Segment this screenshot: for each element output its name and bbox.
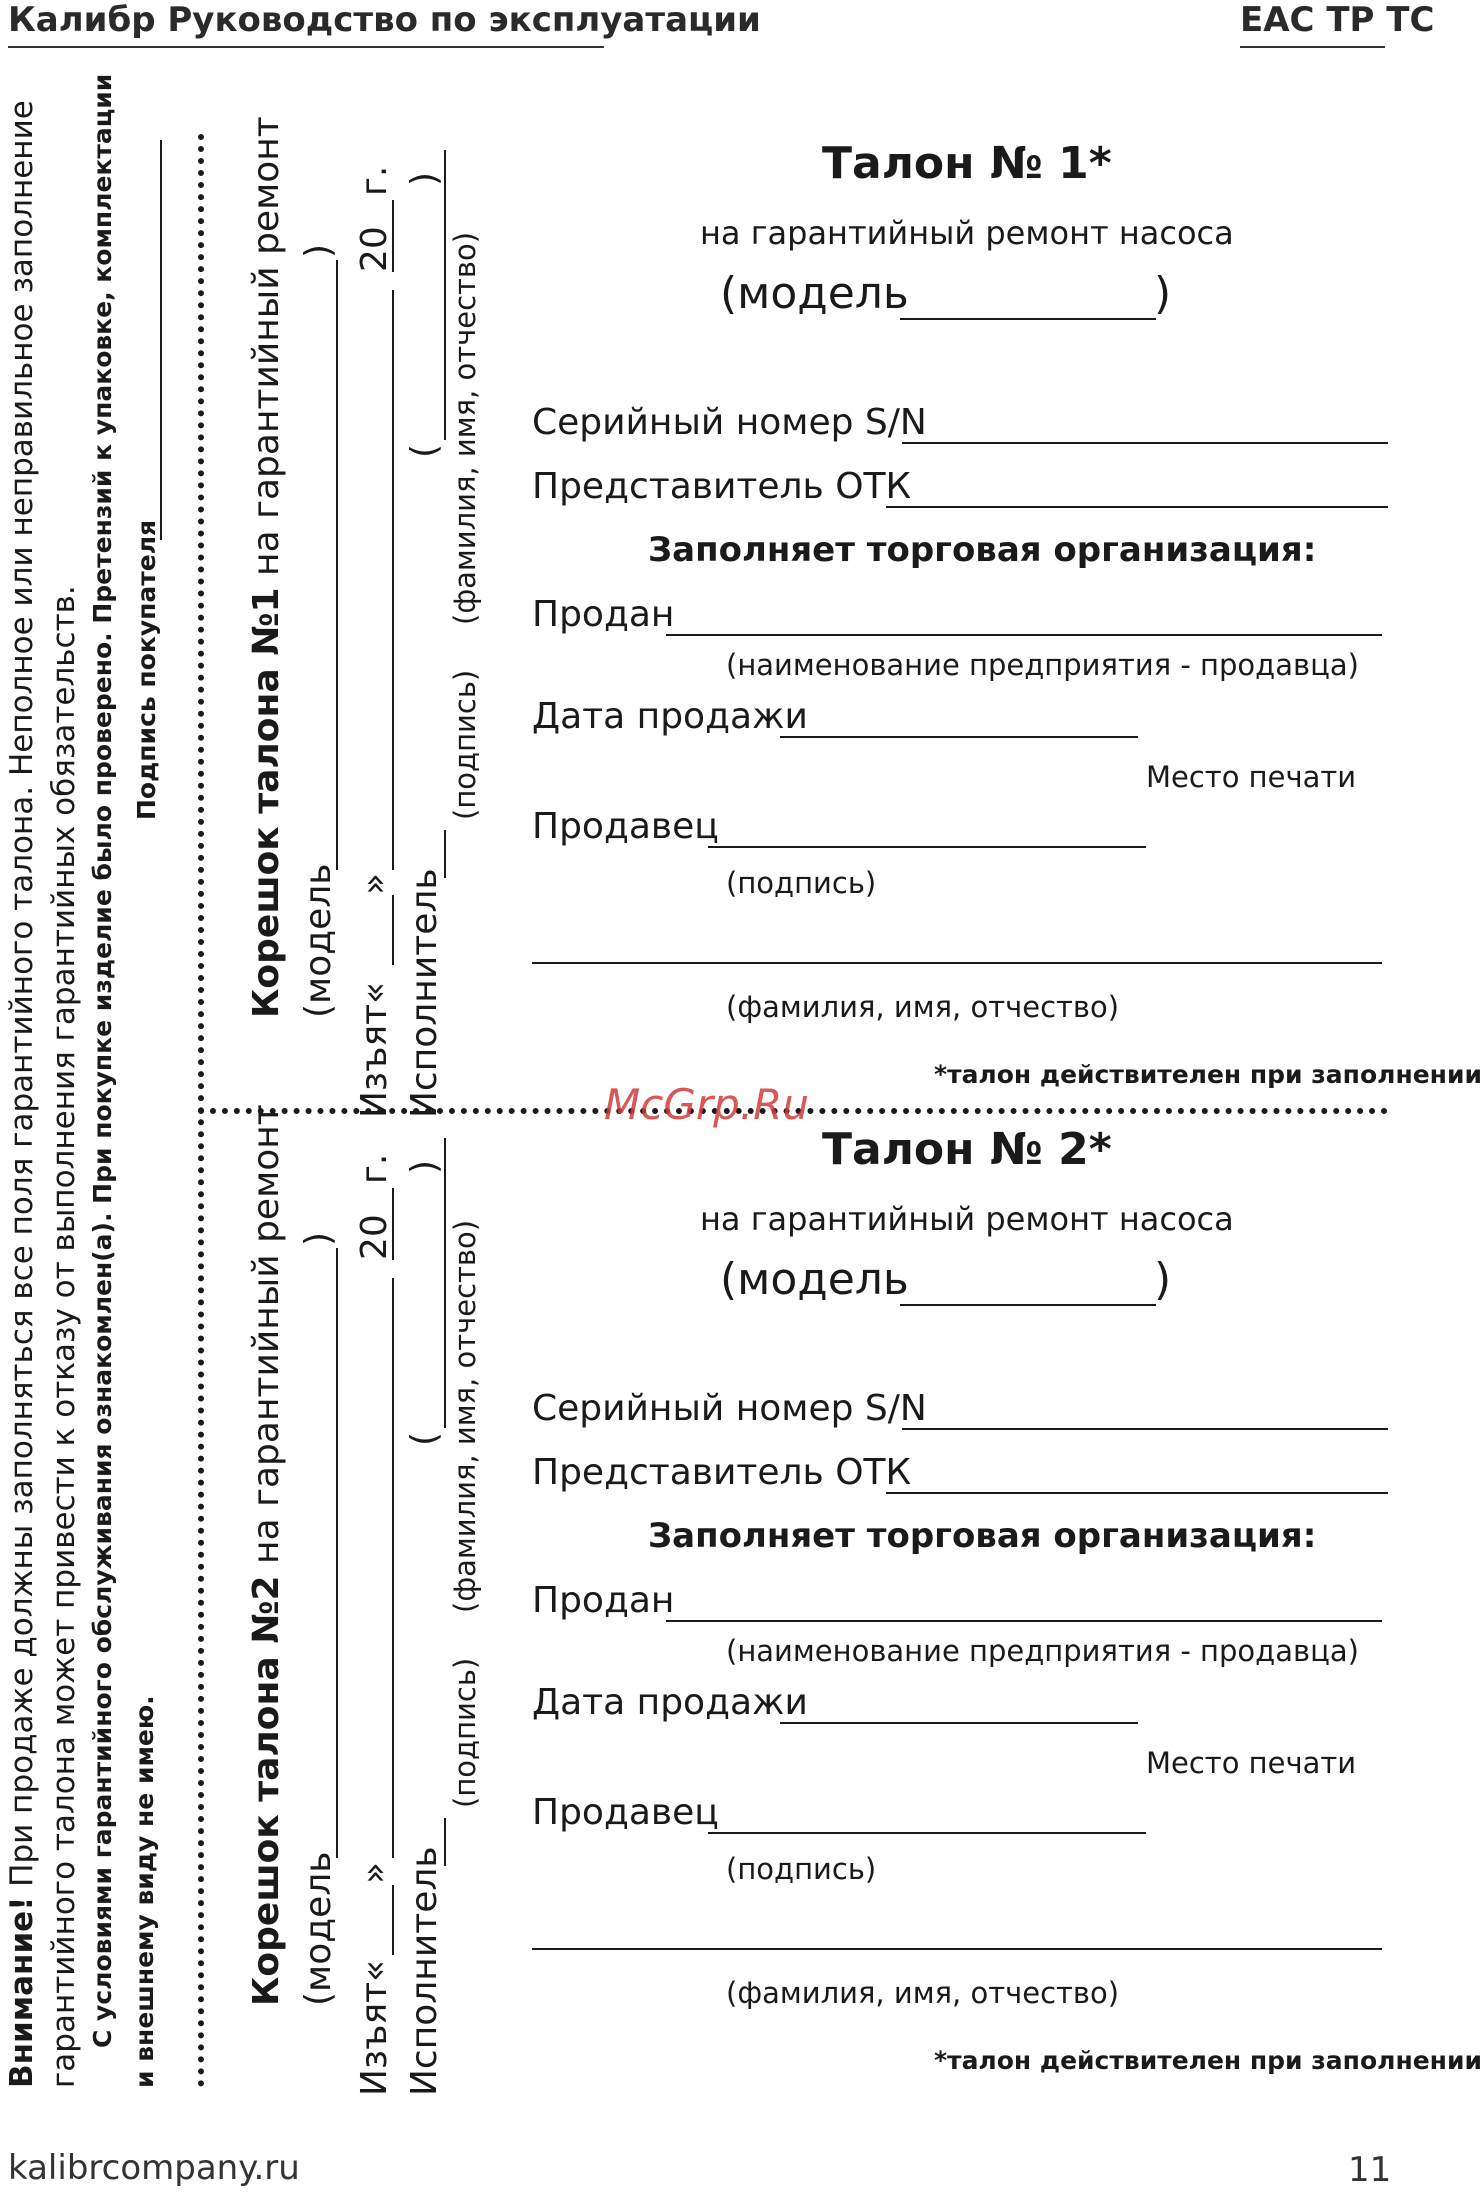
- coupon-1-model-close: ): [1154, 268, 1172, 319]
- stub-1-name-line: [444, 150, 446, 440]
- coupon-2-sale-date-field[interactable]: [780, 1722, 1138, 1724]
- stub-1-year-suffix: г.: [354, 165, 395, 196]
- stub-1-day-line: [392, 895, 394, 965]
- header-rule-right: [1240, 46, 1385, 48]
- stub-1-close-paren: ): [404, 171, 445, 186]
- stub-2-month-line: [392, 1278, 394, 1858]
- stub-1-model-close: ): [298, 243, 339, 258]
- coupon-1-model-label: (модель: [720, 268, 909, 319]
- coupon-1-stamp-place: Место печати: [1146, 760, 1357, 794]
- coupon-2-serial-label: Серийный номер S/N: [532, 1388, 927, 1429]
- buyer-signature-label: Подпись покупателя: [132, 519, 161, 820]
- coupon-1-model-field[interactable]: [900, 318, 1156, 320]
- document-title: Калибр Руководство по эксплуатации: [8, 0, 761, 40]
- stub-1-seized-close: »: [354, 872, 395, 895]
- header-rule-left: [8, 46, 604, 48]
- coupon-1-otk-label: Представитель ОТК: [532, 466, 912, 507]
- stub-1-name-hint: (фамилия, имя, отчество): [448, 231, 482, 625]
- coupon-1-serial-field[interactable]: [902, 442, 1388, 444]
- stub-2-name-hint: (фамилия, имя, отчество): [448, 1219, 482, 1613]
- coupon-2-otk-field[interactable]: [886, 1492, 1388, 1494]
- warning-text-line2: гарантийного талона может привести к отказу от выполнения гарантийных обязательств.: [46, 585, 82, 2088]
- stub-1-title: Корешок талона №1 на гарантийный ремонт: [246, 116, 287, 1018]
- conditions-text-line1: С условиями гарантийного обслуживания ознакомлен(а). При покупке изделие было проверено. Претензий к упаковке, комплектации: [88, 73, 117, 2048]
- coupon-1-seller-hint: (наименование предприятия - продавца): [726, 648, 1359, 682]
- conditions-text-line2: и внешнему виду не имею.: [130, 1695, 159, 2088]
- coupon-2-valid-note: *талон действителен при заполнении: [934, 2046, 1482, 2075]
- coupon-2-stamp-place: Место печати: [1146, 1746, 1357, 1780]
- stub-2-model-label: (модель: [298, 1851, 339, 2006]
- coupon-2-serial-field[interactable]: [902, 1428, 1388, 1430]
- stub-1-executor-line: [444, 830, 446, 878]
- coupon-2-seller-label: Продавец: [532, 1792, 719, 1833]
- stub-1-model-label: (модель: [298, 863, 339, 1018]
- coupon-2-sale-date-label: Дата продажи: [532, 1682, 808, 1723]
- certification-mark: EAC ТР ТС: [1240, 0, 1435, 40]
- stub-2-model-line: [336, 1248, 338, 1858]
- coupon-1-sold-field[interactable]: [666, 634, 1382, 636]
- stub-2-model-close: ): [298, 1231, 339, 1246]
- footer-website: kalibrcompany.ru: [8, 2148, 300, 2188]
- stub-2-executor: Исполнитель: [404, 1846, 445, 2096]
- stub-2-executor-line: [444, 1818, 446, 1866]
- coupon-1-subtitle: на гарантийный ремонт насоса: [700, 214, 1234, 252]
- coupon-2-sold-label: Продан: [532, 1580, 675, 1621]
- coupon-1-sold-label: Продан: [532, 594, 675, 635]
- coupon-1-seller-field[interactable]: [708, 846, 1146, 848]
- coupon-2-name-field[interactable]: [532, 1948, 1382, 1950]
- stub-1-month-line: [392, 290, 394, 870]
- stub-1-year-line: [392, 200, 394, 272]
- coupon-2-title: Талон № 2*: [822, 1124, 1112, 1175]
- warning-text-line1: Внимание! При продаже должны заполняться все поля гарантийного талона. Неполное или неправильное заполнение: [4, 100, 40, 2088]
- coupon-1-trade-org-heading: Заполняет торговая организация:: [648, 530, 1317, 570]
- stub-1-signature-hint: (подпись): [448, 669, 482, 820]
- coupon-1-title: Талон № 1*: [822, 138, 1112, 189]
- coupon-1-name-field[interactable]: [532, 962, 1382, 964]
- stub-2-signature-hint: (подпись): [448, 1657, 482, 1808]
- page-number: 11: [1348, 2150, 1392, 2190]
- stub-2-year-prefix: 20: [354, 1214, 395, 1260]
- buyer-signature-line: [160, 140, 162, 540]
- coupon-2-seller-field[interactable]: [708, 1832, 1146, 1834]
- coupon-2-name-hint: (фамилия, имя, отчество): [726, 1976, 1120, 2010]
- coupon-1-valid-note: *талон действителен при заполнении: [934, 1060, 1482, 1089]
- stub-2-open-paren: (: [404, 1431, 445, 1446]
- coupon-2-otk-label: Представитель ОТК: [532, 1452, 912, 1493]
- stub-2-year-suffix: г.: [354, 1153, 395, 1184]
- watermark: McGrp.Ru: [604, 1080, 809, 1129]
- stub-2-title: Корешок талона №2 на гарантийный ремонт: [246, 1104, 287, 2006]
- stub-1-open-paren: (: [404, 443, 445, 458]
- coupon-2-model-field[interactable]: [900, 1304, 1156, 1306]
- coupon-2-sold-field[interactable]: [666, 1620, 1382, 1622]
- stub-1-executor: Исполнитель: [404, 868, 445, 1118]
- coupon-2-signature-hint: (подпись): [726, 1852, 877, 1886]
- stub-2-name-line: [444, 1138, 446, 1428]
- stub-2-close-paren: ): [404, 1159, 445, 1174]
- coupon-1-otk-field[interactable]: [886, 506, 1388, 508]
- stub-1-model-line: [336, 260, 338, 870]
- coupon-1-serial-label: Серийный номер S/N: [532, 402, 927, 443]
- stub-1-year-prefix: 20: [354, 226, 395, 272]
- coupon-2-model-close: ): [1154, 1254, 1172, 1305]
- coupon-1-seller-label: Продавец: [532, 806, 719, 847]
- coupon-1-sale-date-label: Дата продажи: [532, 696, 808, 737]
- stub-2-year-line: [392, 1188, 394, 1260]
- coupon-1-name-hint: (фамилия, имя, отчество): [726, 990, 1120, 1024]
- coupon-2-model-label: (модель: [720, 1254, 909, 1305]
- coupon-1-sale-date-field[interactable]: [780, 736, 1138, 738]
- stub-2-seized-close: »: [354, 1861, 395, 1884]
- coupon-2-seller-hint: (наименование предприятия - продавца): [726, 1634, 1359, 1668]
- coupon-2-subtitle: на гарантийный ремонт насоса: [700, 1200, 1234, 1238]
- coupon-1-signature-hint: (подпись): [726, 866, 877, 900]
- stub-2-seized: Изъят«: [354, 1959, 395, 2096]
- stub-1-seized: Изъят«: [354, 981, 395, 1118]
- coupon-2-trade-org-heading: Заполняет торговая организация:: [648, 1516, 1317, 1556]
- stub-2-day-line: [392, 1885, 394, 1955]
